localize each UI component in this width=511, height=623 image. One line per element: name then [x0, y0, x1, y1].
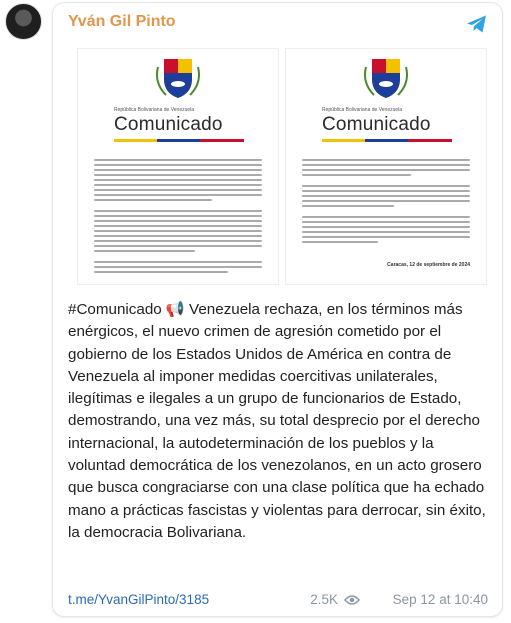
- document-image-1[interactable]: [77, 48, 279, 285]
- document-republic: República Bolivariana de Venezuela: [114, 107, 195, 113]
- post-card: [52, 2, 503, 617]
- document-text-body: [94, 159, 262, 276]
- channel-name[interactable]: Yván Gil Pinto: [68, 13, 176, 30]
- flag-stripe: [322, 139, 452, 142]
- post-date[interactable]: Sep 12 at 10:40: [392, 592, 488, 607]
- post-text: #Comunicado 📢 Venezuela rechaza, en los términos más enérgicos, el nuevo crimen de agresión cometido por el gobierno de los Estados Unidos de América en contra de Venezuela al imponer medidas coercitivas unilaterales, ilegítimas e ilegales a un grupo de funcionarios de Estado, demostrando, una vez más, su total desprecio por el derecho internacional, la autodeterminación de los pueblos y la voluntad democrática de los venezolanos, en un acto grosero que busca congraciarse con una clase política que ha echado mano a prácticas fascistas y violentas para derrocar, sin éxito, la democracia Bolivariana.: [68, 301, 486, 541]
- document-heading: Comunicado: [322, 114, 431, 135]
- post-link[interactable]: t.me/YvanGilPinto/3185: [68, 592, 210, 607]
- document-image-2[interactable]: [285, 48, 487, 285]
- avatar[interactable]: [5, 3, 42, 40]
- eye-icon: [344, 594, 360, 606]
- document-date: Caracas, 12 de septiembre de 2024: [387, 262, 470, 268]
- flag-stripe: [114, 139, 244, 142]
- coat-of-arms-icon: [362, 53, 410, 101]
- document-text-body: [302, 159, 470, 246]
- document-republic: República Bolivariana de Venezuela: [322, 107, 403, 113]
- post-footer: [68, 592, 488, 608]
- post-images[interactable]: [77, 48, 487, 285]
- document-heading: Comunicado: [114, 114, 223, 135]
- view-count: 2.5K: [310, 592, 338, 607]
- coat-of-arms-icon: [154, 53, 202, 101]
- telegram-icon[interactable]: [464, 11, 490, 37]
